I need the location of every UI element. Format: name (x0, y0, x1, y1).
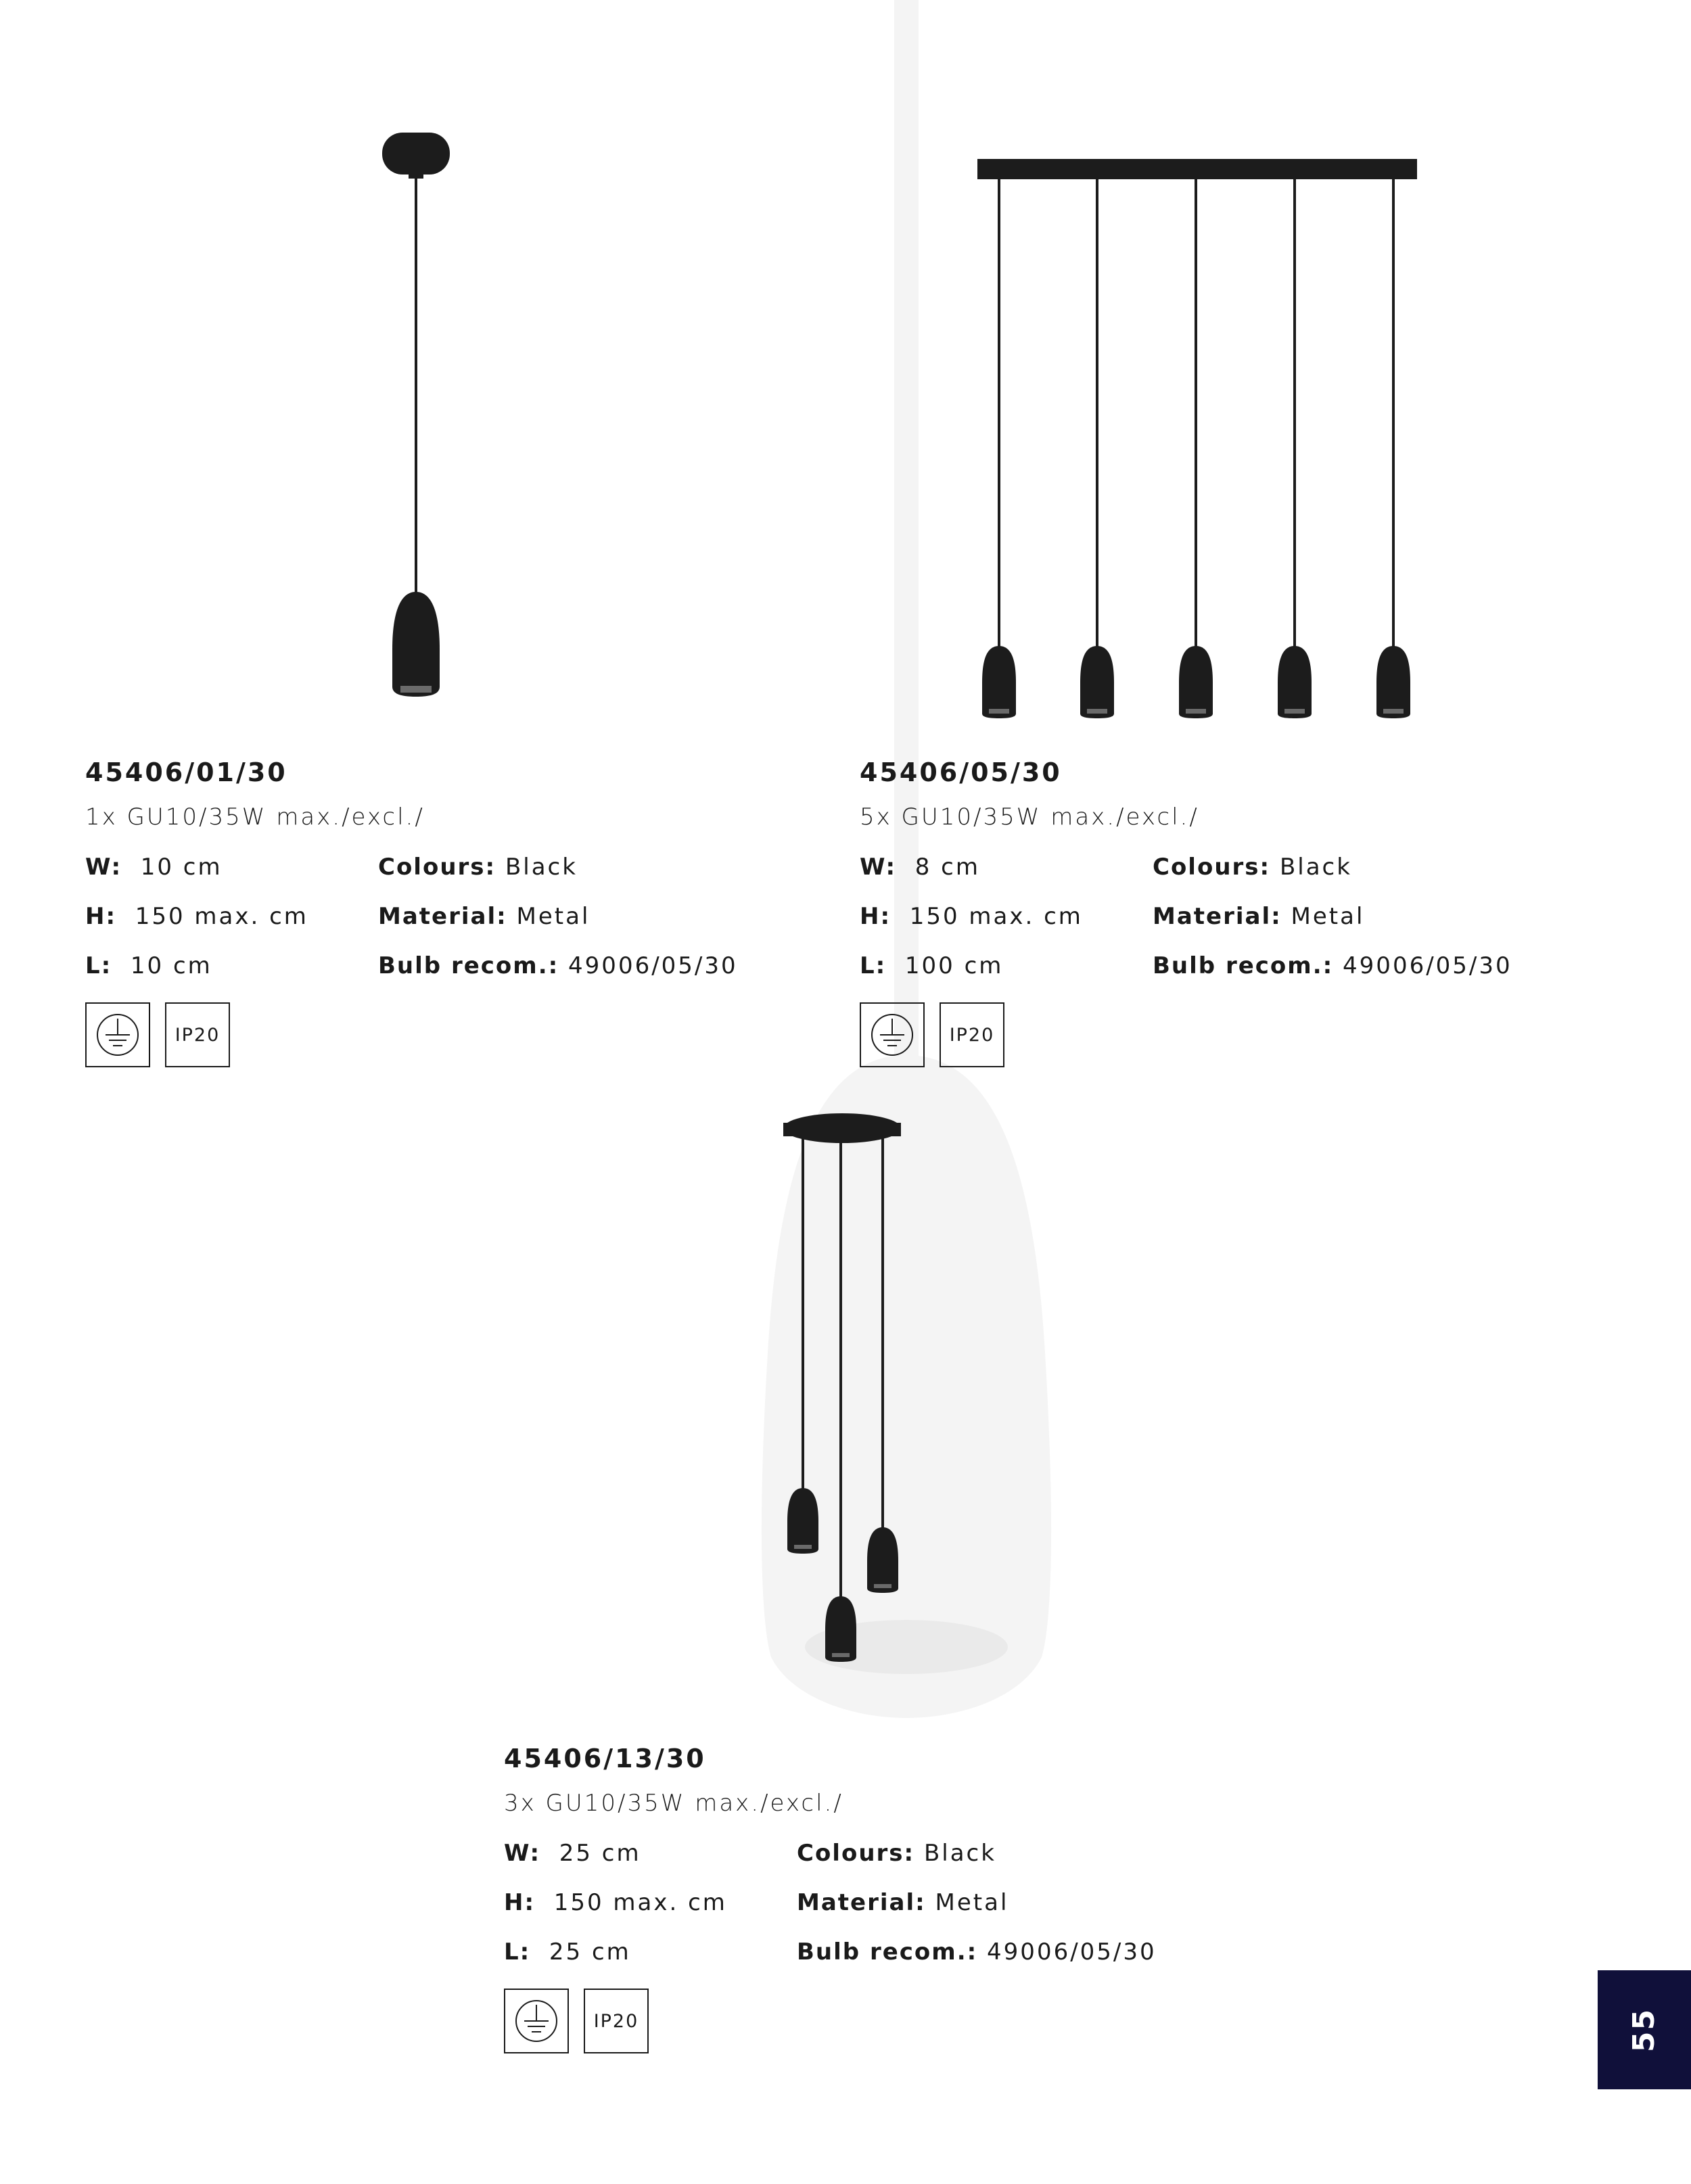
length-label: L: (860, 952, 887, 979)
page-number-tab (1598, 1970, 1691, 2089)
bulb-spec: 5x GU10/35W max./excl./ (860, 804, 1199, 831)
product-code: 45406/13/30 (504, 1744, 706, 1773)
material-label: Material: (797, 1889, 926, 1916)
bulb-recom-label: Bulb recom.: (1153, 952, 1334, 979)
colours-label: Colours: (378, 854, 496, 881)
product-code: 45406/05/30 (860, 758, 1062, 787)
bulb-recom-value: 49006/05/30 (1343, 952, 1512, 979)
width-value: 25 cm (559, 1840, 641, 1867)
material-value: Metal (516, 903, 590, 930)
height-spec (860, 903, 1083, 930)
bulb-recom-spec (1153, 952, 1512, 979)
height-value: 150 max. cm (553, 1889, 727, 1916)
ground-symbol-icon (85, 1002, 150, 1067)
length-value: 100 cm (904, 952, 1004, 979)
colours-value: Black (1279, 854, 1352, 881)
material-label: Material: (378, 903, 507, 930)
colours-spec (1153, 854, 1352, 881)
width-label: W: (85, 854, 122, 881)
pendant-single-image (382, 133, 450, 697)
width-value: 8 cm (914, 854, 980, 881)
length-value: 25 cm (549, 1938, 631, 1966)
product-block-45406-01-30 (85, 758, 762, 1082)
page-number: 55 (1627, 2007, 1662, 2052)
bulb-recom-spec (378, 952, 738, 979)
width-spec (504, 1840, 641, 1867)
height-value: 150 max. cm (909, 903, 1083, 930)
product-code: 45406/01/30 (85, 758, 287, 787)
colours-spec (797, 1840, 996, 1867)
width-label: W: (860, 854, 897, 881)
bulb-recom-label: Bulb recom.: (378, 952, 559, 979)
length-spec (504, 1938, 631, 1966)
height-value: 150 max. cm (135, 903, 308, 930)
bulb-recom-label: Bulb recom.: (797, 1938, 978, 1966)
bulb-recom-spec (797, 1938, 1157, 1966)
ip-rating-badge: IP20 (165, 1002, 230, 1067)
material-spec (378, 903, 590, 930)
product-block-45406-05-30 (860, 758, 1536, 1082)
material-label: Material: (1153, 903, 1282, 930)
height-label: H: (85, 903, 117, 930)
height-spec (504, 1889, 727, 1916)
length-value: 10 cm (130, 952, 212, 979)
length-spec (85, 952, 212, 979)
bulb-recom-value: 49006/05/30 (987, 1938, 1157, 1966)
width-spec (860, 854, 980, 881)
height-label: H: (504, 1889, 536, 1916)
material-spec (1153, 903, 1364, 930)
width-spec (85, 854, 223, 881)
product-block-45406-13-30 (504, 1744, 1180, 2068)
length-label: L: (504, 1938, 531, 1966)
material-value: Metal (935, 1889, 1009, 1916)
colours-value: Black (923, 1840, 996, 1867)
colours-value: Black (505, 854, 578, 881)
height-label: H: (860, 903, 891, 930)
colours-label: Colours: (1153, 854, 1271, 881)
colours-label: Colours: (797, 1840, 915, 1867)
width-value: 10 cm (140, 854, 223, 881)
colours-spec (378, 854, 578, 881)
ground-symbol-icon (860, 1002, 925, 1067)
ip-rating-badge: IP20 (584, 1989, 649, 2053)
height-spec (85, 903, 308, 930)
length-label: L: (85, 952, 112, 979)
bulb-recom-value: 49006/05/30 (568, 952, 738, 979)
ground-symbol-icon (504, 1989, 569, 2053)
ip-rating-badge: IP20 (940, 1002, 1004, 1067)
material-value: Metal (1291, 903, 1365, 930)
bulb-spec: 3x GU10/35W max./excl./ (504, 1790, 843, 1817)
material-spec (797, 1889, 1009, 1916)
pendant-five-bar-image (977, 159, 1417, 718)
width-label: W: (504, 1840, 541, 1867)
length-spec (860, 952, 1003, 979)
bulb-spec: 1x GU10/35W max./excl./ (85, 804, 425, 831)
